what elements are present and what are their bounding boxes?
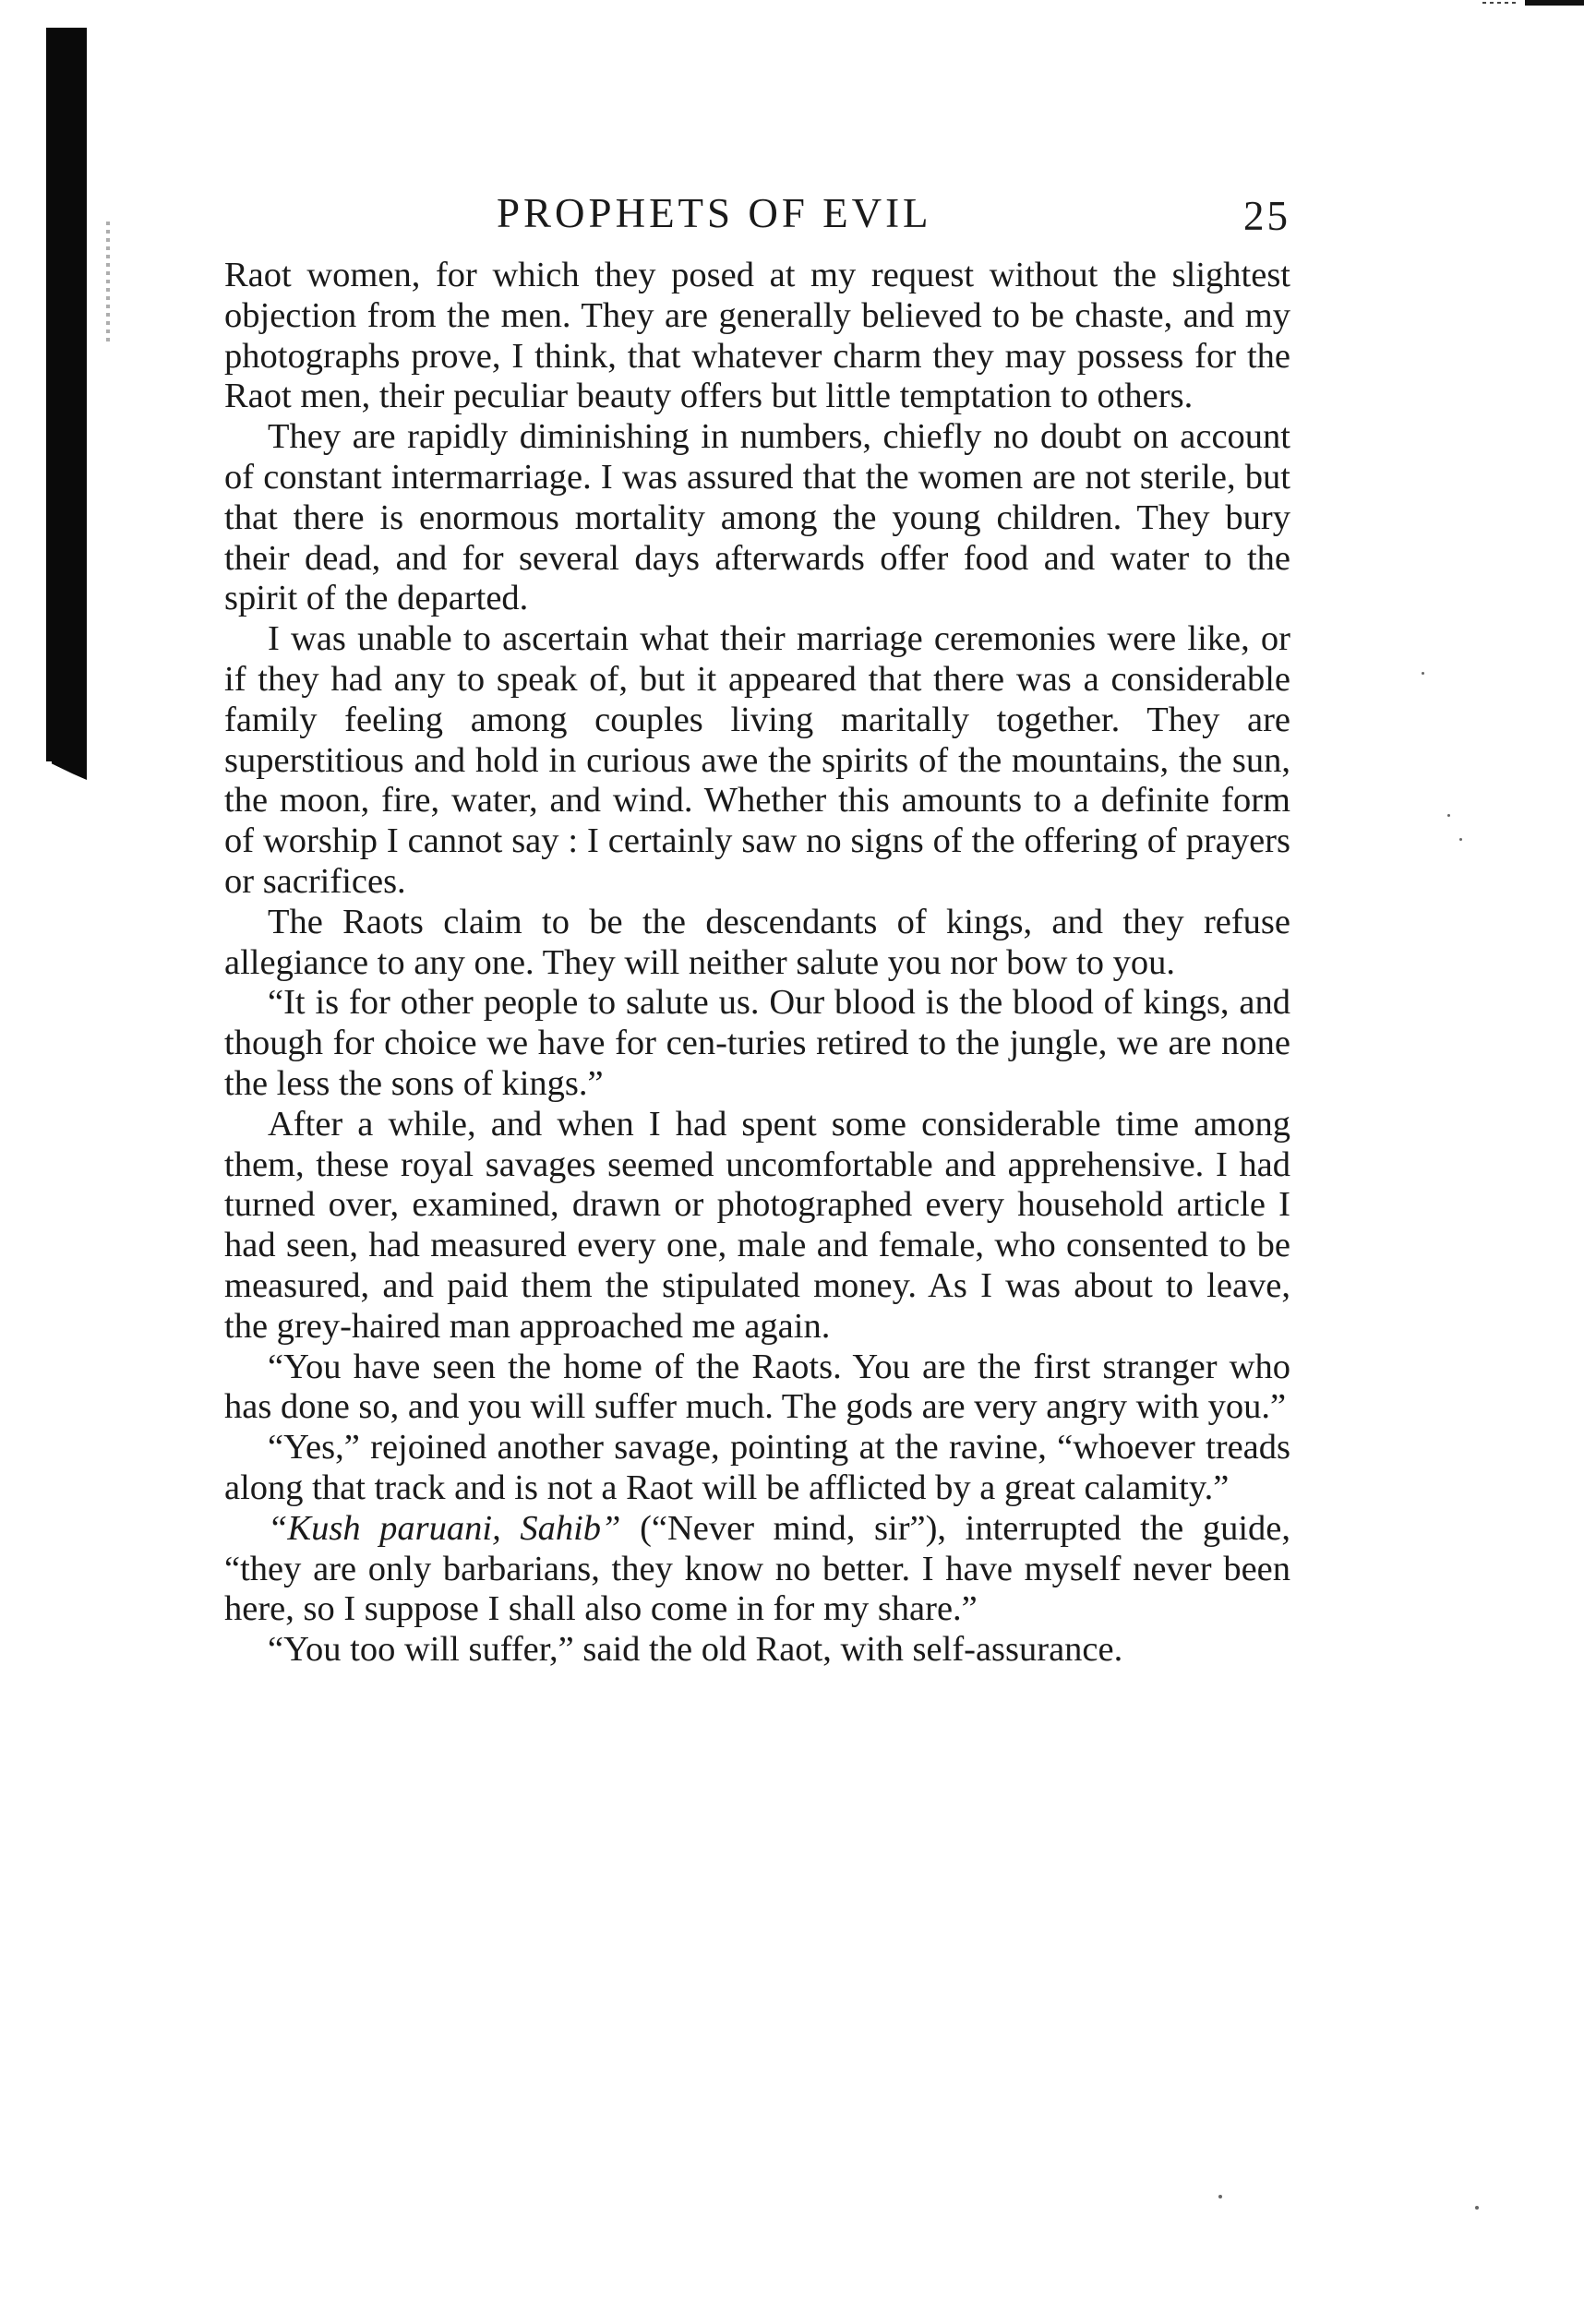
body-text xyxy=(224,256,1290,1671)
paragraph-4: The Raots claim to be the descendants of kings, and they refuse allegiance to any one. They will neither salute you nor bow to you. xyxy=(224,902,1290,982)
paragraph-9-text: (“Never mind, sir”), interrupted the guide, “they are only barbarians, they know no better. I have myself never been here, so I suppose I shall also come in for my share.” xyxy=(224,1508,1290,1629)
paper-speck xyxy=(1459,838,1462,841)
top-edge-dash xyxy=(1482,2,1519,4)
binding-speckle xyxy=(106,222,110,341)
paragraph-8: “Yes,” rejoined another savage, pointing at the ravine, “whoever treads along that track and is not a Raot will be afflicted by a great calamity.” xyxy=(224,1428,1290,1507)
italic-phrase: “Kush paruani, Sahib” xyxy=(268,1508,621,1548)
paper-speck xyxy=(1218,2195,1222,2198)
paper-speck xyxy=(1422,672,1424,675)
paragraph-9 xyxy=(224,1509,1290,1630)
paragraph-2: They are rapidly diminishing in numbers, chiefly no doubt on account of constant intermarriage. I was assured that the women are not sterile, but that there is enormous mortality among the young children. They bury their dead, and for several days afterwards offer food and water to the spirit of the departed. xyxy=(224,417,1290,618)
page-number: 25 xyxy=(1243,193,1290,239)
paragraph-6: After a while, and when I had spent some considerable time among them, these royal savages seemed uncomfortable and apprehensive. I had turned over, examined, drawn or photographed every household article I had seen, had measured every one, male and female, who consented to be measured, and paid them the stipulated money. As I was about to leave, the grey-haired man approached me again. xyxy=(224,1104,1290,1346)
paper-speck xyxy=(1447,814,1450,817)
paragraph-10: “You too will suffer,” said the old Raot, with self-assurance. xyxy=(268,1630,1123,1670)
binding-shadow xyxy=(46,28,87,761)
paper-speck xyxy=(1475,2206,1479,2210)
running-head xyxy=(224,189,1290,254)
running-title: PROPHETS OF EVIL xyxy=(497,190,932,236)
paragraph-3: I was unable to ascertain what their marriage ceremonies were like, or if they had any to speak of, but it appeared that there was a considerable family feeling among couples living maritally together. They are superstitious and hold in curious awe the spirits of the mountains, the sun, the moon, fire, water, and wind. Whether this amounts to a definite form of worship I cannot say : I certainly saw no signs of the offering of prayers or sacrifices. xyxy=(224,619,1290,901)
paragraph-5: “It is for other people to salute us. Our blood is the blood of kings, and though for choice we have for cen-turies retired to the jungle, we are none the less the sons of kings.” xyxy=(224,983,1290,1103)
paragraph-7: “You have seen the home of the Raots. You are the first stranger who has done so, and you will suffer much. The gods are very angry with you.” xyxy=(224,1347,1290,1427)
top-edge-mark xyxy=(1525,0,1584,6)
paragraph-1: Raot women, for which they posed at my request without the slightest objection from the men. They are generally believed to be chaste, and my photographs prove, I think, that whatever charm they may possess for the Raot men, their peculiar beauty offers but little temptation to others. xyxy=(224,256,1290,416)
